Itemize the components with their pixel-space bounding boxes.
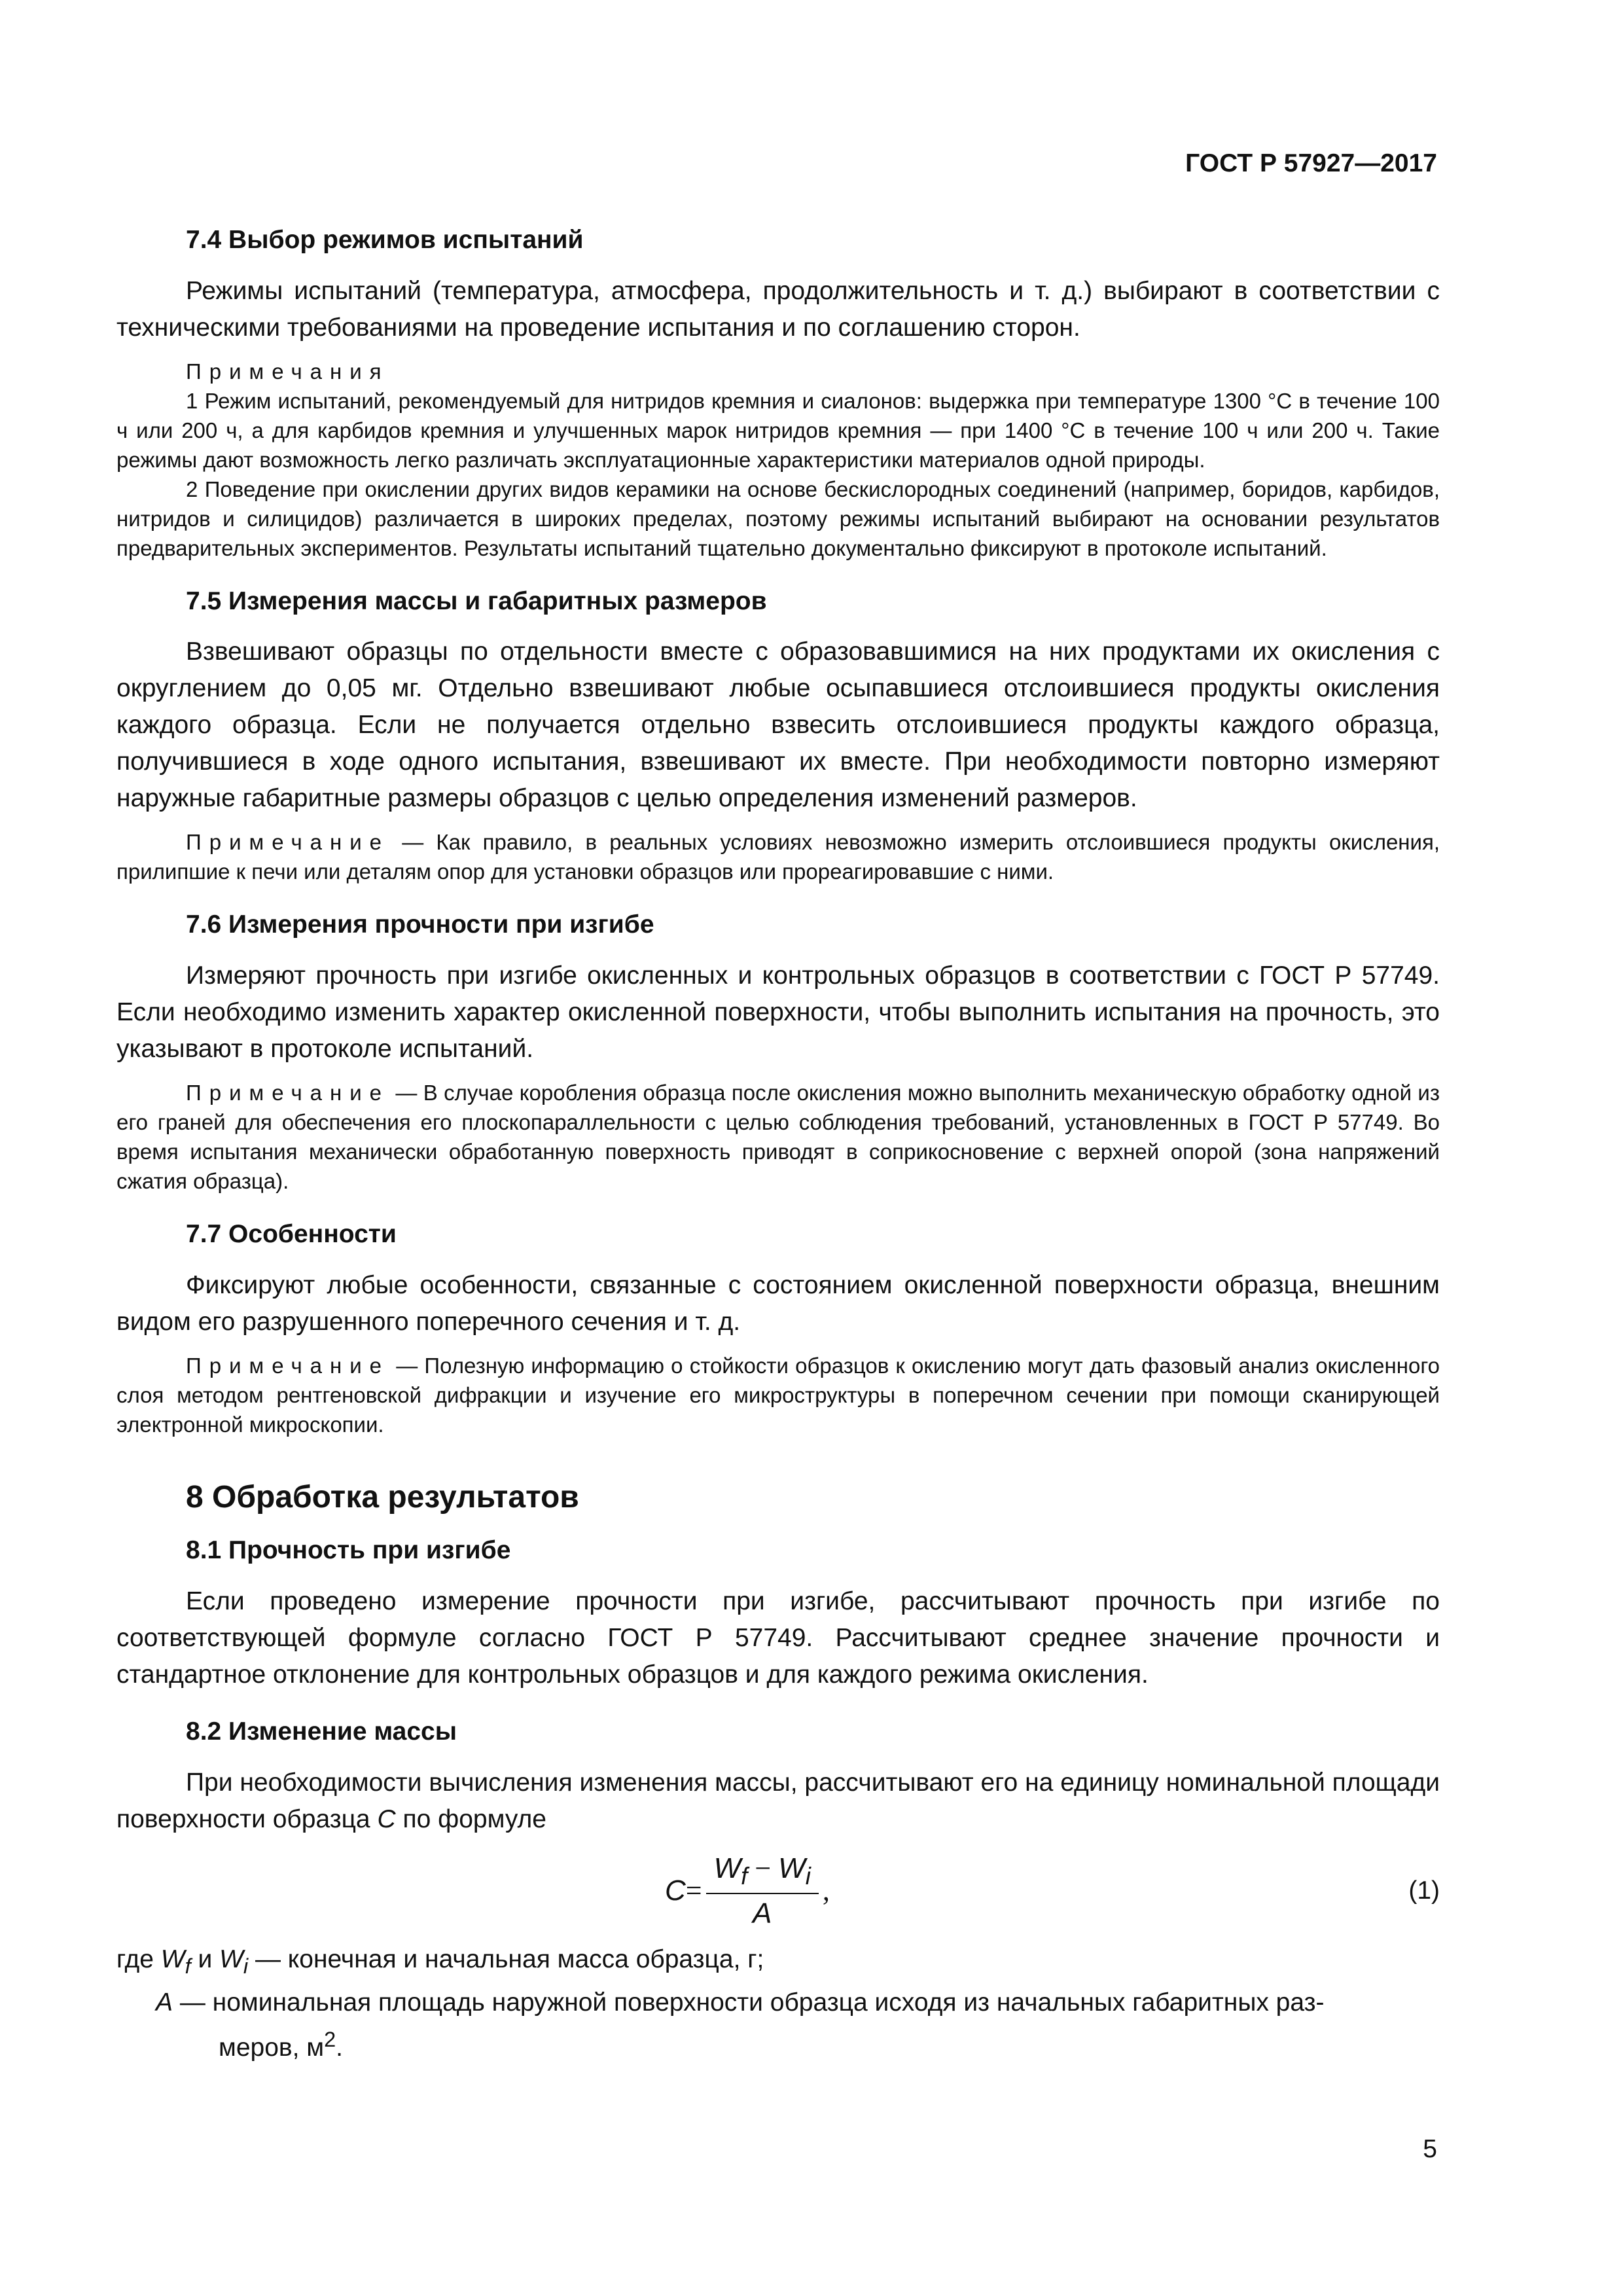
formula-numerator: $W_f - W_i$ <box>706 1852 819 1894</box>
note <box>116 827 1440 886</box>
formula-number: (1) <box>1408 1876 1440 1905</box>
formula-trailing-comma: , <box>822 1874 830 1907</box>
note-1: 1 Режим испытаний, рекомендуемый для нитридов кремния и сиалонов: выдержка при температуре 1300 °С в течение 100 ч или 200 ч, а для карбидов кремния и улучшенных марок нитридов кремния — при 1400 °С в течение 100 ч или 200 ч. Такие режимы дают возможность легко различать эксплуатационные характеристики материалов одной природы. <box>116 388 1440 472</box>
note-label: Примечание <box>186 830 390 855</box>
section-7-5-note <box>116 827 1440 886</box>
note-text: — Полезную информацию о стойкости образцов к окислению могут дать фазовый анализ окисленного слоя методом рентгеновской дифракции и изучение его микроструктуры в поперечном сечении при помощи сканирующей электронной микроскопии. <box>116 1353 1440 1437</box>
note-text: — Как правило, в реальных условиях невозможно измерить отслоившиеся продукты окисления, прилипшие к печи или деталям опор для установки образцов или прореагировавшие с ними. <box>116 830 1440 884</box>
section-7-6-paragraph: Измеряют прочность при изгибе окисленных и контрольных образцов в соответствии с ГОСТ Р 57749. Если необходимо изменить характер окисленной поверхности, чтобы выполнить испытания на прочность, это указывают в протоколе испытаний. <box>116 961 1440 1064</box>
formula-1 <box>116 1848 1440 1933</box>
section-7-4-title: 7.4 Выбор режимов испытаний <box>186 226 584 254</box>
section-7-5-paragraph: Взвешивают образцы по отдельности вместе с образовавшимися на них продуктами их окисления с округлением до 0,05 мг. Отдельно взвешивают любые осыпавшиеся отслоившиеся продукты окисления каждого образца. Если не получается отдельно взвесить отслоившиеся продукты каждого образца, получившиеся в ходе одного испытания, взвешивают их вместе. При необходимости повторно измеряют наружные габаритные размеры образцов с целью определения изменений размеров. <box>116 637 1440 813</box>
section-7-7-title: 7.7 Особенности <box>186 1220 397 1249</box>
note-2: 2 Поведение при окислении других видов керамики на основе бескислородных соединений (например, боридов, карбидов, нитридов и силицидов) различается в широких пределах, поэтому режимы испытаний выбирают на основании результатов предварительных экспериментов. Результаты испытаний тщательно документально фиксируют в протоколе испытаний. <box>116 476 1440 560</box>
formula-fraction <box>706 1852 819 1930</box>
note <box>116 1078 1440 1196</box>
formula-equals: = <box>685 1874 702 1907</box>
section-8-1-title: 8.1 Прочность при изгибе <box>186 1536 511 1565</box>
section-7-6-title: 7.6 Измерения прочности при изгибе <box>186 910 654 939</box>
formula-expression <box>665 1848 830 1933</box>
section-7-7-note <box>116 1351 1440 1439</box>
section-8-2-title: 8.2 Изменение массы <box>186 1717 457 1746</box>
note-text: — В случае коробления образца после окисления можно выполнить механическую обработку одной из его граней для обеспечения его плоскопараллельности с целью соблюдения требований, установленных в ГОСТ Р 57749. Во время испытания механически обработанную поверхность приводят в соприкосновение с верхней опорой (зона напряжений сжатия образца). <box>116 1081 1440 1194</box>
document-body <box>116 224 1440 2066</box>
section-7-4-paragraph: Режимы испытаний (температура, атмосфера, продолжительность и т. д.) выбирают в соответствии с техническими требованиями на проведение испытания и по соглашению сторон. <box>116 276 1440 342</box>
page-number: 5 <box>1423 2135 1437 2163</box>
variable-c: C <box>377 1804 396 1833</box>
section-7-6-note <box>116 1078 1440 1196</box>
section-8-2-paragraph: При необходимости вычисления изменения массы, рассчитывают его на единицу номинальной площади поверхности образца C по формуле <box>116 1768 1440 1833</box>
formula-legend <box>116 1941 1440 2066</box>
note-label: Примечание <box>186 1081 390 1105</box>
section-8-title: 8 Обработка результатов <box>186 1479 579 1515</box>
section-7-5-title: 7.5 Измерения массы и габаритных размеров <box>186 586 767 615</box>
section-8-1-paragraph: Если проведено измерение прочности при изгибе, рассчитывают прочность при изгибе по соответствующей формуле согласно ГОСТ Р 57749. Рассчитывают среднее значение прочности и стандартное отклонение для контрольных образцов и для каждого режима окисления. <box>116 1587 1440 1689</box>
legend-w: где $W_f$ и $W_i$ — конечная и начальная масса образца, г; <box>116 1945 764 1978</box>
formula-denominator: A <box>753 1897 772 1929</box>
note <box>116 1351 1440 1439</box>
legend-a: A — номинальная площадь наружной поверхности образца исходя из начальных габаритных раз- меров, $м^2$. <box>156 1988 1325 2062</box>
section-7-7-paragraph: Фиксируют любые особенности, связанные с состоянием окисленной поверхности образца, внешним видом его разрушенного поперечного сечения и т. д. <box>116 1270 1440 1336</box>
note-label: Примечание <box>186 1353 390 1378</box>
formula-lhs: C <box>665 1874 686 1907</box>
section-7-4-notes <box>116 357 1440 563</box>
standard-code: ГОСТ Р 57927—2017 <box>1185 149 1437 177</box>
notes-label: Примечания <box>186 359 389 384</box>
